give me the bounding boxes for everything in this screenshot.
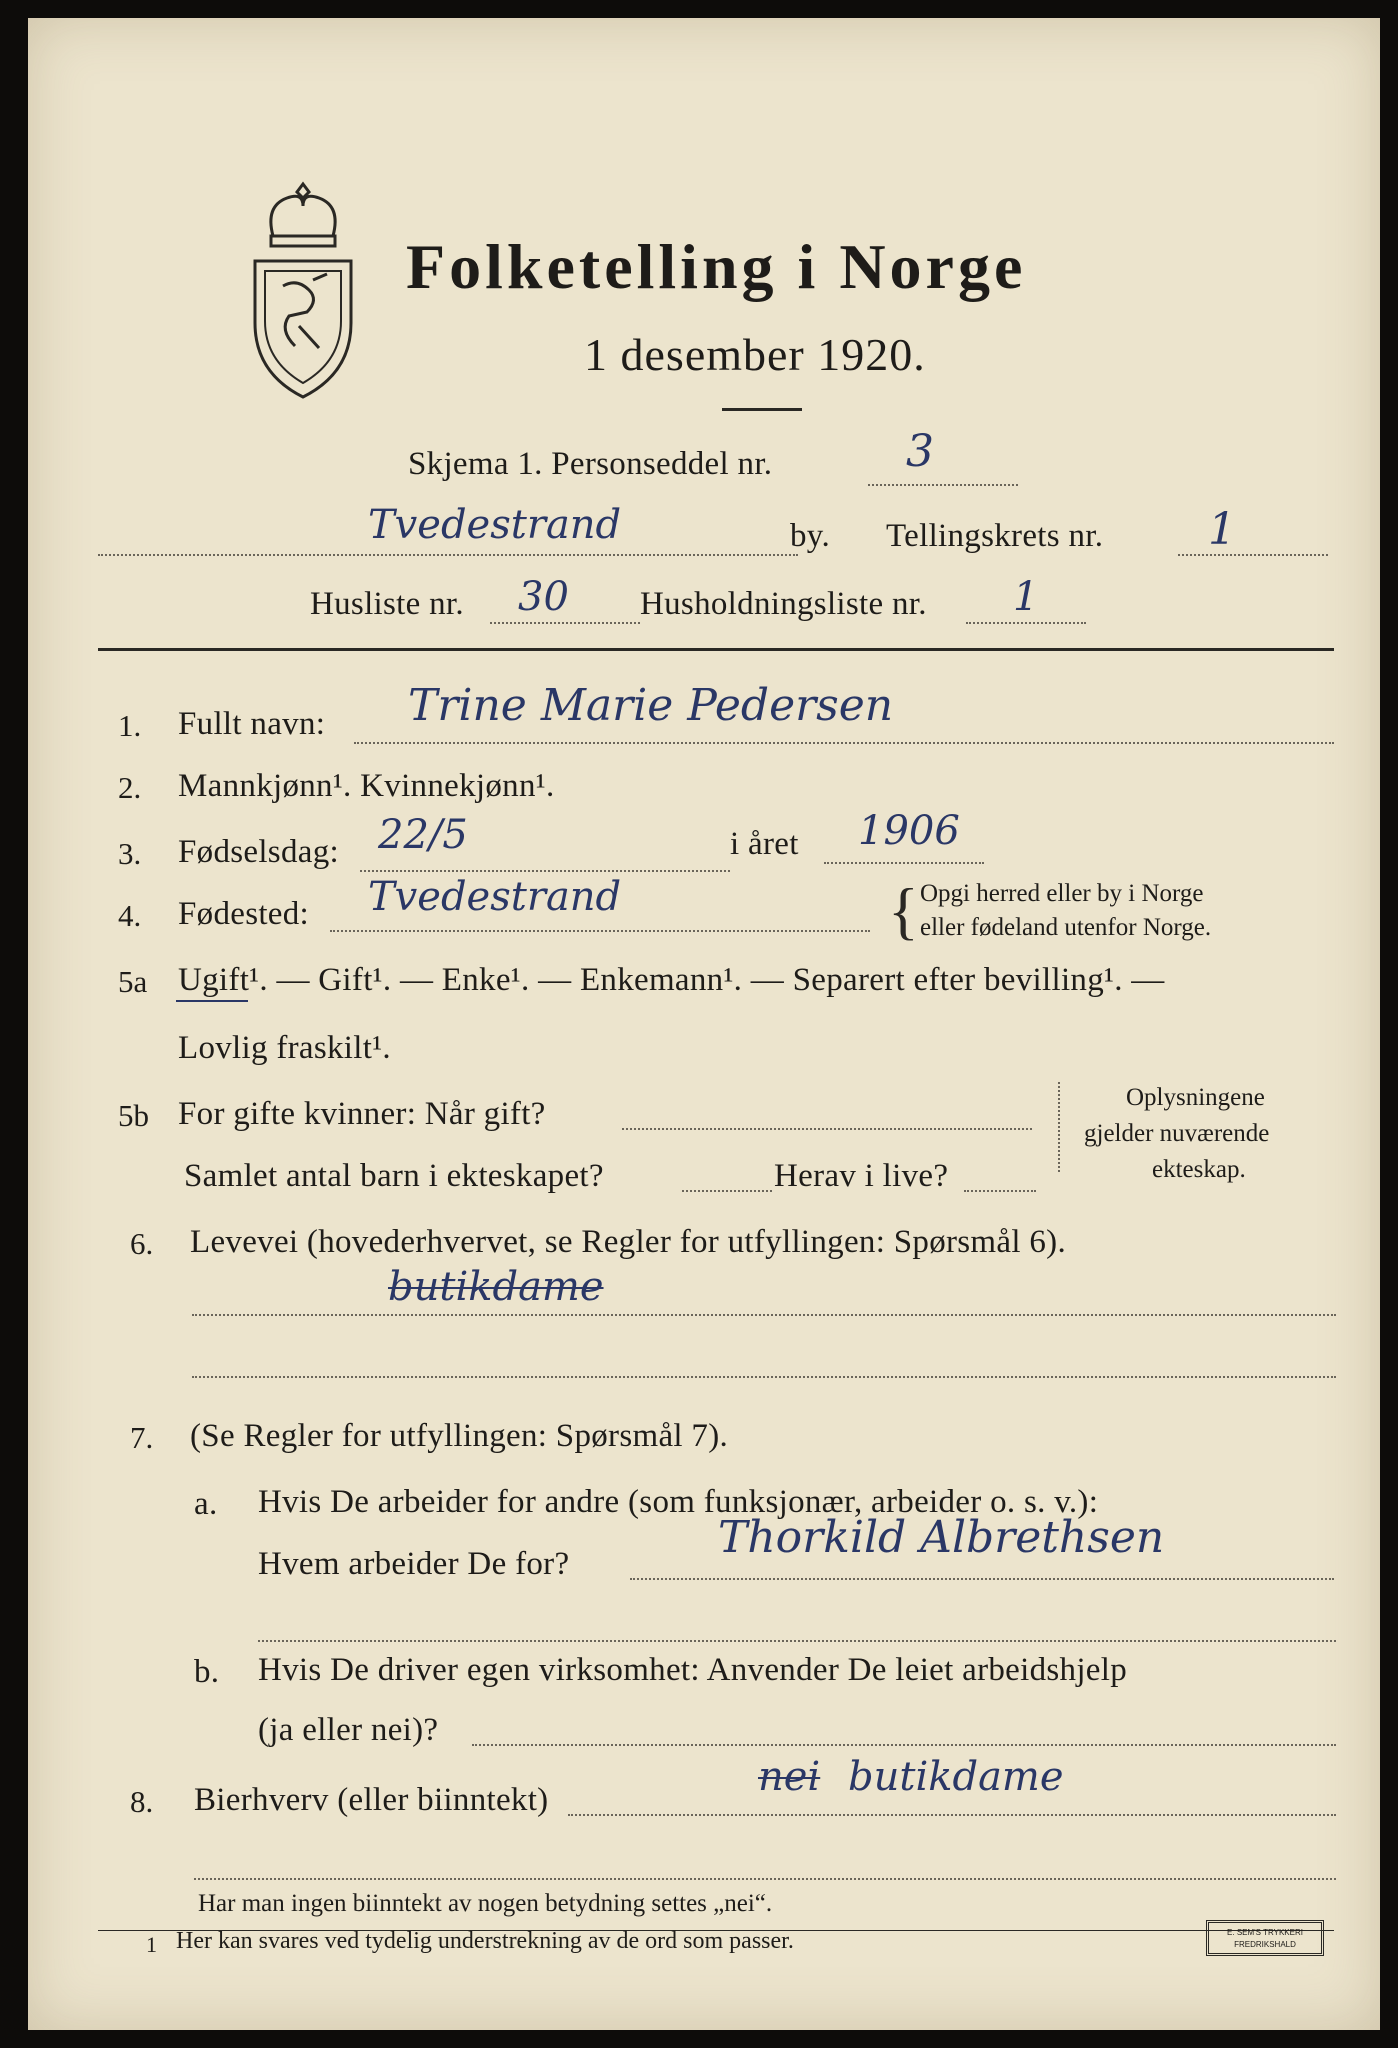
printer-stamp [1206, 1920, 1324, 1956]
q5b-note-line3: ekteskap. [1152, 1156, 1246, 1183]
q7a-line [630, 1578, 1334, 1580]
employer-value: Thorkild Albrethsen [718, 1512, 1165, 1563]
q5b-alive-line [964, 1190, 1036, 1192]
q5b-note-line2: gjelder nuværende [1084, 1120, 1270, 1147]
q5a-number: 5a [118, 964, 148, 999]
q4-number: 4. [118, 898, 142, 933]
footnote-number: 1 [146, 1932, 157, 1957]
birth-year-value: 1906 [858, 808, 960, 854]
q2-label: Mannkjønn¹. Kvinnekjønn¹. [178, 768, 555, 804]
husliste-line [490, 622, 640, 624]
q6-number: 6. [130, 1226, 154, 1261]
q5b-number: 5b [118, 1098, 149, 1133]
form-title: Folketelling i Norge [406, 231, 1027, 302]
q4-label: Fødested: [178, 896, 310, 932]
q7a-line1: Hvis De arbeider for andre (som funksjonær, arbeider o. s. v.): [258, 1484, 1099, 1520]
by-value: Tvedestrand [368, 502, 622, 548]
husliste-label: Husliste nr. [310, 586, 464, 622]
husholdning-nr-value: 1 [1013, 574, 1039, 620]
q5b-married-line [622, 1128, 1032, 1130]
q3-label: Fødselsdag: [178, 834, 339, 870]
footer-note: Har man ingen biinntekt av nogen betydning settes „nei“. [198, 1890, 773, 1917]
husliste-nr-value: 30 [518, 574, 569, 620]
q5a-line2: Lovlig fraskilt¹. [178, 1030, 391, 1066]
q7b-line [472, 1744, 1336, 1746]
q1-number: 1. [118, 708, 142, 743]
q4-brace: { [888, 875, 919, 946]
personseddel-line [868, 484, 1018, 486]
q3-number: 3. [118, 836, 142, 871]
q4-line [330, 930, 870, 932]
tellingskrets-label: Tellingskrets nr. [886, 518, 1104, 554]
husholdning-line [966, 622, 1086, 624]
full-name-value: Trine Marie Pedersen [408, 680, 894, 731]
q7b-letter: b. [194, 1654, 220, 1690]
printer-stamp-line2: FREDRIKSHALD [1234, 1940, 1296, 1949]
q5b-line2b: Herav i live? [774, 1158, 949, 1194]
q4-note-line2: eller fødeland utenfor Norge. [920, 914, 1212, 941]
q7-number: 7. [130, 1420, 154, 1455]
q5b-note-divider [1058, 1082, 1060, 1172]
q5b-line2a: Samlet antal barn i ekteskapet? [184, 1158, 604, 1194]
birth-day-value: 22/5 [378, 812, 468, 858]
q8-line-extra [194, 1878, 1336, 1880]
ugift-underline [176, 1000, 248, 1002]
q5b-note-line1: Oplysningene [1126, 1084, 1265, 1111]
q6-line2 [192, 1376, 1336, 1378]
census-form-sheet [28, 18, 1380, 2030]
q4-note-line1: Opgi herred eller by i Norge [920, 880, 1204, 907]
printer-stamp-line1: E. SEM'S TRYKKERI [1227, 1928, 1303, 1937]
q7a-line-extra [258, 1640, 1336, 1642]
birthplace-value: Tvedestrand [368, 874, 622, 920]
q7b-line1: Hvis De driver egen virksomhet: Anvender De leiet arbeidshjelp [258, 1652, 1128, 1688]
norwegian-coat-of-arms-icon [243, 176, 363, 401]
personseddel-nr-value: 3 [906, 426, 934, 477]
q2-number: 2. [118, 770, 142, 805]
footnote-text: Her kan svares ved tydelig understrekning av de ord som passer. [176, 1928, 794, 1954]
q7-label: (Se Regler for utfyllingen: Spørsmål 7). [190, 1418, 729, 1454]
occupation-value: butikdame [388, 1264, 604, 1310]
side-income-struck-value: nei [758, 1754, 821, 1800]
skjema-label: Skjema 1. Personseddel nr. [408, 446, 773, 482]
q1-label: Fullt navn: [178, 706, 326, 742]
q7a-letter: a. [194, 1486, 218, 1522]
q6-line1 [192, 1314, 1336, 1316]
q5a-line1: Ugift¹. — Gift¹. — Enke¹. — Enkemann¹. — Separert efter bevilling¹. — [178, 962, 1165, 998]
tellingskrets-nr-value: 1 [1208, 504, 1236, 555]
tellingskrets-line [1178, 554, 1328, 556]
q8-label: Bierhverv (eller biinntekt) [194, 1782, 549, 1818]
side-income-value: butikdame [848, 1754, 1064, 1800]
title-divider [722, 408, 802, 411]
header-rule [98, 648, 1334, 651]
q1-line [354, 742, 1334, 744]
census-date: 1 desember 1920. [584, 329, 926, 380]
q5b-children-line [682, 1190, 772, 1192]
q3-year-line [824, 862, 984, 864]
q5b-line1: For gifte kvinner: Når gift? [178, 1096, 546, 1132]
q7a-line2: Hvem arbeider De for? [258, 1546, 570, 1582]
by-line [98, 554, 798, 556]
by-label: by. [790, 518, 831, 554]
q7b-line2: (ja eller nei)? [258, 1712, 439, 1748]
q8-line [568, 1814, 1336, 1816]
q3-year-label: i året [730, 826, 799, 862]
husholdning-label: Husholdningsliste nr. [640, 586, 927, 622]
q6-label: Levevei (hovederhvervet, se Regler for utfyllingen: Spørsmål 6). [190, 1224, 1067, 1260]
q8-number: 8. [130, 1784, 154, 1819]
q3-day-line [360, 870, 730, 872]
